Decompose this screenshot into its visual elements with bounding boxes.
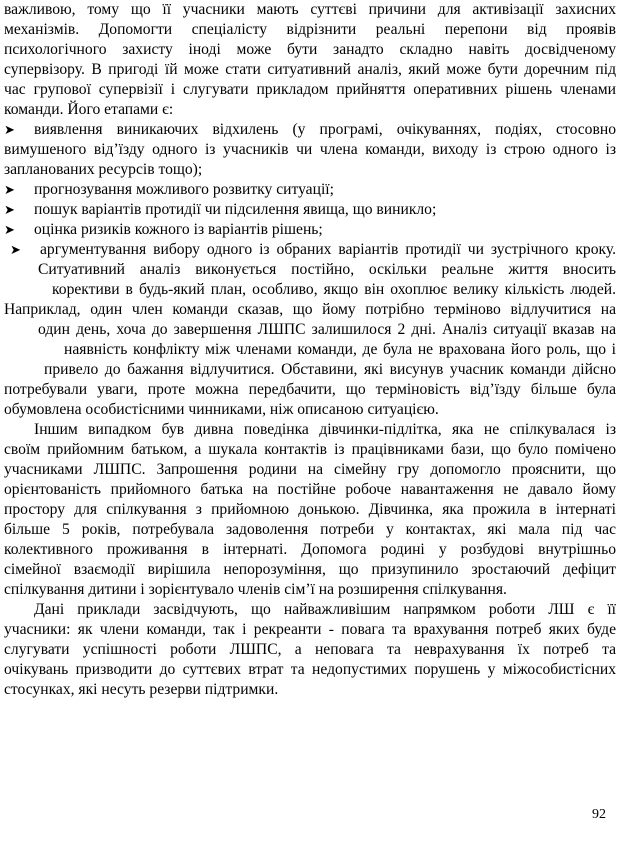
text-line: орієнтованість прийомного батька на постійне робоче навантаження не давало йому bbox=[4, 481, 616, 498]
text-line: психологічного захисту іноді може бути занадто складно навіть досвідченому bbox=[4, 41, 616, 58]
text-line: учасниками ЛШПС. Запрошення родини на сімейну гру допомогло прояснити, що bbox=[4, 461, 616, 478]
text-line: механізмів. Допомогти спеціалісту відрізнити реальні перепони від проявів bbox=[4, 21, 616, 38]
arrow-bullet-icon: ➤ bbox=[4, 122, 15, 137]
text-line: більше 5 років, потребувала задоволення потреби у контактах, які мала під час bbox=[4, 521, 616, 538]
list-item: оцінка ризиків кожного із варіантів рішень; bbox=[34, 221, 323, 238]
arrow-bullet-icon: ➤ bbox=[4, 202, 15, 217]
text-line: один день, хоча до завершення ЛШПС залишилося 2 дні. Аналіз ситуації вказав на bbox=[38, 321, 616, 338]
text-line: наявність конфлікту між членами команди, де була не врахована його роль, що і bbox=[64, 341, 616, 358]
text-line: Іншим випадком був дивна поведінка дівчинки-підлітка, яка не спілкувалася із bbox=[34, 421, 616, 438]
arrow-bullet-icon: ➤ bbox=[10, 242, 21, 257]
text-line: Дані приклади засвідчують, що найважливішим напрямком роботи ЛШ є її bbox=[34, 601, 616, 618]
list-item: аргументування вибору одного із обраних варіантів протидії чи зустрічного кроку. bbox=[40, 241, 616, 258]
text-line: важливою, тому що її учасники мають суттєві причини для активізації захисних bbox=[4, 1, 616, 18]
text-line: Ситуативний аналіз виконується постійно, оскільки реальне життя вносить bbox=[38, 261, 616, 278]
page-number: 92 bbox=[592, 807, 606, 822]
text-line: корективи в будь-який план, особливо, якщо він охоплює велику кількість людей. bbox=[52, 281, 616, 298]
arrow-bullet-icon: ➤ bbox=[4, 222, 15, 237]
text-line: обумовлена особистісними чинниками, ніж описаною ситуацією. bbox=[4, 401, 439, 418]
list-item: виявлення виникаючих відхилень (у програмі, очікуваннях, подіях, стосовно bbox=[34, 121, 616, 138]
text-line: привело до бажання відлучитися. Обставини, які висунув учасник команди дійсно bbox=[44, 361, 616, 378]
text-line: простору для спілкування з прийомною донькою. Дівчинка, яка прожила в інтернаті bbox=[4, 501, 616, 518]
text-line: учасники: як члени команди, так і рекреанти - повага та врахування потреб яких буде bbox=[4, 621, 616, 638]
text-line: команди. Його етапами є: bbox=[4, 101, 174, 118]
text-line: сімейної взаємодії вирішила непорозуміння, що призупинило зростаючий дефіцит bbox=[4, 561, 616, 578]
text-line: стосунках, які несуть резерви підтримки. bbox=[4, 681, 279, 698]
text-line: запланованих ресурсів тощо); bbox=[4, 161, 203, 178]
text-line: спілкування дитини і зорієнтувало членів сім’ї на розширення спілкування. bbox=[4, 581, 507, 598]
text-line: очікувань призводити до суттєвих втрат та недопустимих порушень у міжособистісних bbox=[4, 661, 616, 678]
text-line: своїм прийомним батьком, а шукала контактів із працівниками бази, що було помічено bbox=[4, 441, 616, 458]
list-item: пошук варіантів протидії чи підсилення явища, що виникло; bbox=[34, 201, 437, 218]
text-line: Наприклад, один член команди сказав, що йому потрібно терміново відлучитися на bbox=[4, 301, 616, 318]
text-line: вимушеного від’їзду одного із учасників чи члена команди, виходу із строю одного із bbox=[4, 141, 616, 158]
list-item: прогнозування можливого розвитку ситуації; bbox=[34, 181, 334, 198]
text-line: супервізору. В пригоді їй може стати ситуативний аналіз, який може бути доречним під bbox=[4, 61, 616, 78]
text-line: слугувати успішності роботи ЛШПС, а неповага та неврахування їх потреб та bbox=[4, 641, 616, 658]
text-line: потребували уваги, проте можна передбачити, що терміновість від’їзду більше була bbox=[4, 381, 616, 398]
arrow-bullet-icon: ➤ bbox=[4, 182, 15, 197]
text-line: колективного проживання в інтернаті. Допомога родині у розбудові внутрішньо bbox=[4, 541, 616, 558]
text-line: час групової супервізії і слугувати прикладом прийняття оперативних рішень членами bbox=[4, 81, 616, 98]
